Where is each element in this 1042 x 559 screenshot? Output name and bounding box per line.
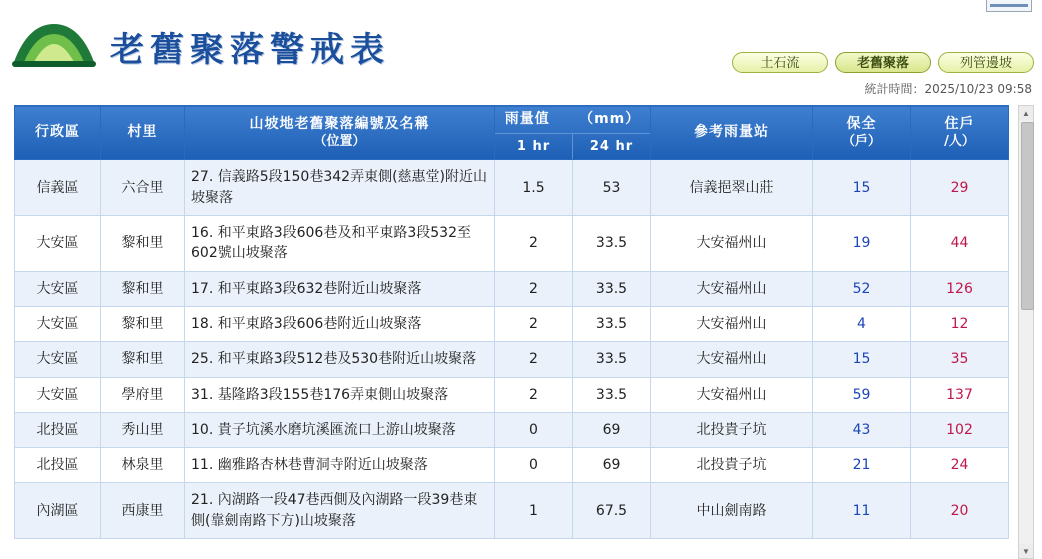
col-rainfall-1hr: 1 hr	[495, 134, 573, 160]
cell-rain-24hr: 33.5	[573, 377, 651, 412]
category-tabs	[732, 52, 1034, 73]
cell-station: 北投貴子坑	[651, 448, 813, 483]
cell-station: 大安福州山	[651, 216, 813, 272]
cell-household: 4	[813, 306, 911, 341]
col-rainfall	[495, 106, 651, 160]
cell-people: 35	[911, 342, 1009, 377]
alert-table-container	[14, 105, 1026, 559]
cell-village: 黎和里	[101, 342, 185, 377]
cell-rain-24hr: 33.5	[573, 216, 651, 272]
cell-rain-24hr: 33.5	[573, 306, 651, 341]
cell-station: 大安福州山	[651, 306, 813, 341]
cell-household: 19	[813, 216, 911, 272]
cell-station: 大安福州山	[651, 377, 813, 412]
cell-district: 大安區	[15, 377, 101, 412]
page-title: 老舊聚落警戒表	[110, 30, 390, 70]
scroll-down-icon[interactable]: ▼	[1019, 544, 1033, 558]
cell-site: 10. 貴子坑溪水磨坑溪匯流口上游山坡聚落	[185, 412, 495, 447]
tab-old-settlement[interactable]: 老舊聚落	[835, 52, 931, 73]
table-row[interactable]	[15, 216, 1009, 272]
table-row[interactable]	[15, 306, 1009, 341]
cell-rain-1hr: 1	[495, 483, 573, 539]
cell-rain-1hr: 2	[495, 306, 573, 341]
cell-household: 43	[813, 412, 911, 447]
cell-district: 內湖區	[15, 483, 101, 539]
cell-household: 59	[813, 377, 911, 412]
col-rainfall-unit: （mm）	[579, 111, 641, 127]
cell-site: 18. 和平東路3段606巷附近山坡聚落	[185, 306, 495, 341]
cell-district: 信義區	[15, 160, 101, 216]
cell-station: 中山劍南路	[651, 483, 813, 539]
table-row[interactable]	[15, 342, 1009, 377]
col-station: 參考雨量站	[651, 106, 813, 160]
cell-rain-24hr: 33.5	[573, 271, 651, 306]
stat-time-label: 統計時間：2025/10/23 09:58	[864, 82, 1032, 96]
table-row[interactable]	[15, 412, 1009, 447]
scrollbar-thumb[interactable]	[1021, 122, 1034, 310]
cell-household: 21	[813, 448, 911, 483]
logo-icon	[10, 18, 98, 70]
cell-people: 137	[911, 377, 1009, 412]
alert-table	[14, 105, 1009, 539]
col-household-main: 保全	[846, 115, 877, 132]
table-row[interactable]	[15, 160, 1009, 216]
table-header	[15, 106, 1009, 160]
cell-people: 102	[911, 412, 1009, 447]
cell-village: 西康里	[101, 483, 185, 539]
cell-village: 六合里	[101, 160, 185, 216]
cell-rain-1hr: 2	[495, 342, 573, 377]
cell-district: 北投區	[15, 448, 101, 483]
cell-district: 大安區	[15, 271, 101, 306]
tab-debris-flow[interactable]: 土石流	[732, 52, 828, 73]
cell-village: 黎和里	[101, 306, 185, 341]
tab-managed-slope[interactable]: 列管邊坡	[938, 52, 1034, 73]
cell-village: 黎和里	[101, 271, 185, 306]
cell-site: 27. 信義路5段150巷342弄東側(慈惠堂)附近山坡聚落	[185, 160, 495, 216]
col-rainfall-label: 雨量值	[504, 111, 550, 127]
table-body	[15, 160, 1009, 539]
cell-people: 24	[911, 448, 1009, 483]
cell-rain-24hr: 33.5	[573, 342, 651, 377]
scroll-up-icon[interactable]: ▲	[1019, 106, 1033, 120]
cell-district: 北投區	[15, 412, 101, 447]
vertical-scrollbar[interactable]	[1018, 105, 1034, 559]
col-rainfall-24hr: 24 hr	[589, 138, 634, 154]
cell-rain-1hr: 2	[495, 216, 573, 272]
page-header	[0, 0, 1042, 96]
col-village: 村里	[101, 106, 185, 160]
cell-household: 11	[813, 483, 911, 539]
table-row[interactable]	[15, 377, 1009, 412]
cell-village: 林泉里	[101, 448, 185, 483]
cell-station: 北投貴子坑	[651, 412, 813, 447]
col-household	[813, 106, 911, 160]
col-site	[185, 106, 495, 160]
cell-station: 信義挹翠山莊	[651, 160, 813, 216]
table-row[interactable]	[15, 483, 1009, 539]
cell-district: 大安區	[15, 342, 101, 377]
col-people-main: 住戶	[944, 115, 975, 132]
cell-site: 11. 幽雅路杏林巷曹洞寺附近山坡聚落	[185, 448, 495, 483]
col-rainfall-bottom	[495, 134, 650, 160]
cell-village: 黎和里	[101, 216, 185, 272]
cell-site: 25. 和平東路3段512巷及530巷附近山坡聚落	[185, 342, 495, 377]
cell-station: 大安福州山	[651, 271, 813, 306]
table-row[interactable]	[15, 448, 1009, 483]
cell-site: 16. 和平東路3段606巷及和平東路3段532至602號山坡聚落	[185, 216, 495, 272]
col-people-sub: /人）	[944, 134, 975, 150]
col-people	[911, 106, 1009, 160]
cell-people: 126	[911, 271, 1009, 306]
table-row[interactable]	[15, 271, 1009, 306]
cell-rain-1hr: 2	[495, 377, 573, 412]
cell-people: 20	[911, 483, 1009, 539]
cell-household: 15	[813, 160, 911, 216]
cell-rain-24hr: 69	[573, 412, 651, 447]
cell-site: 21. 內湖路一段47巷西側及內湖路一段39巷東側(靠劍南路下方)山坡聚落	[185, 483, 495, 539]
cell-site: 17. 和平東路3段632巷附近山坡聚落	[185, 271, 495, 306]
cell-district: 大安區	[15, 216, 101, 272]
cell-people: 44	[911, 216, 1009, 272]
col-site-main: 山坡地老舊聚落編號及名稱	[249, 115, 430, 132]
cell-people: 12	[911, 306, 1009, 341]
col-district: 行政區	[15, 106, 101, 160]
cell-rain-1hr: 1.5	[495, 160, 573, 216]
cell-household: 15	[813, 342, 911, 377]
cell-station: 大安福州山	[651, 342, 813, 377]
cell-rain-24hr: 53	[573, 160, 651, 216]
cell-rain-1hr: 0	[495, 448, 573, 483]
col-household-sub: （戶）	[841, 134, 881, 150]
cell-rain-1hr: 2	[495, 271, 573, 306]
col-site-sub: （位置）	[313, 134, 366, 150]
cell-village: 學府里	[101, 377, 185, 412]
cell-village: 秀山里	[101, 412, 185, 447]
cell-district: 大安區	[15, 306, 101, 341]
cell-rain-24hr: 69	[573, 448, 651, 483]
cell-rain-24hr: 67.5	[573, 483, 651, 539]
col-rainfall-top	[495, 106, 650, 134]
cell-household: 52	[813, 271, 911, 306]
cell-people: 29	[911, 160, 1009, 216]
cell-site: 31. 基隆路3段155巷176弄東側山坡聚落	[185, 377, 495, 412]
cell-rain-1hr: 0	[495, 412, 573, 447]
